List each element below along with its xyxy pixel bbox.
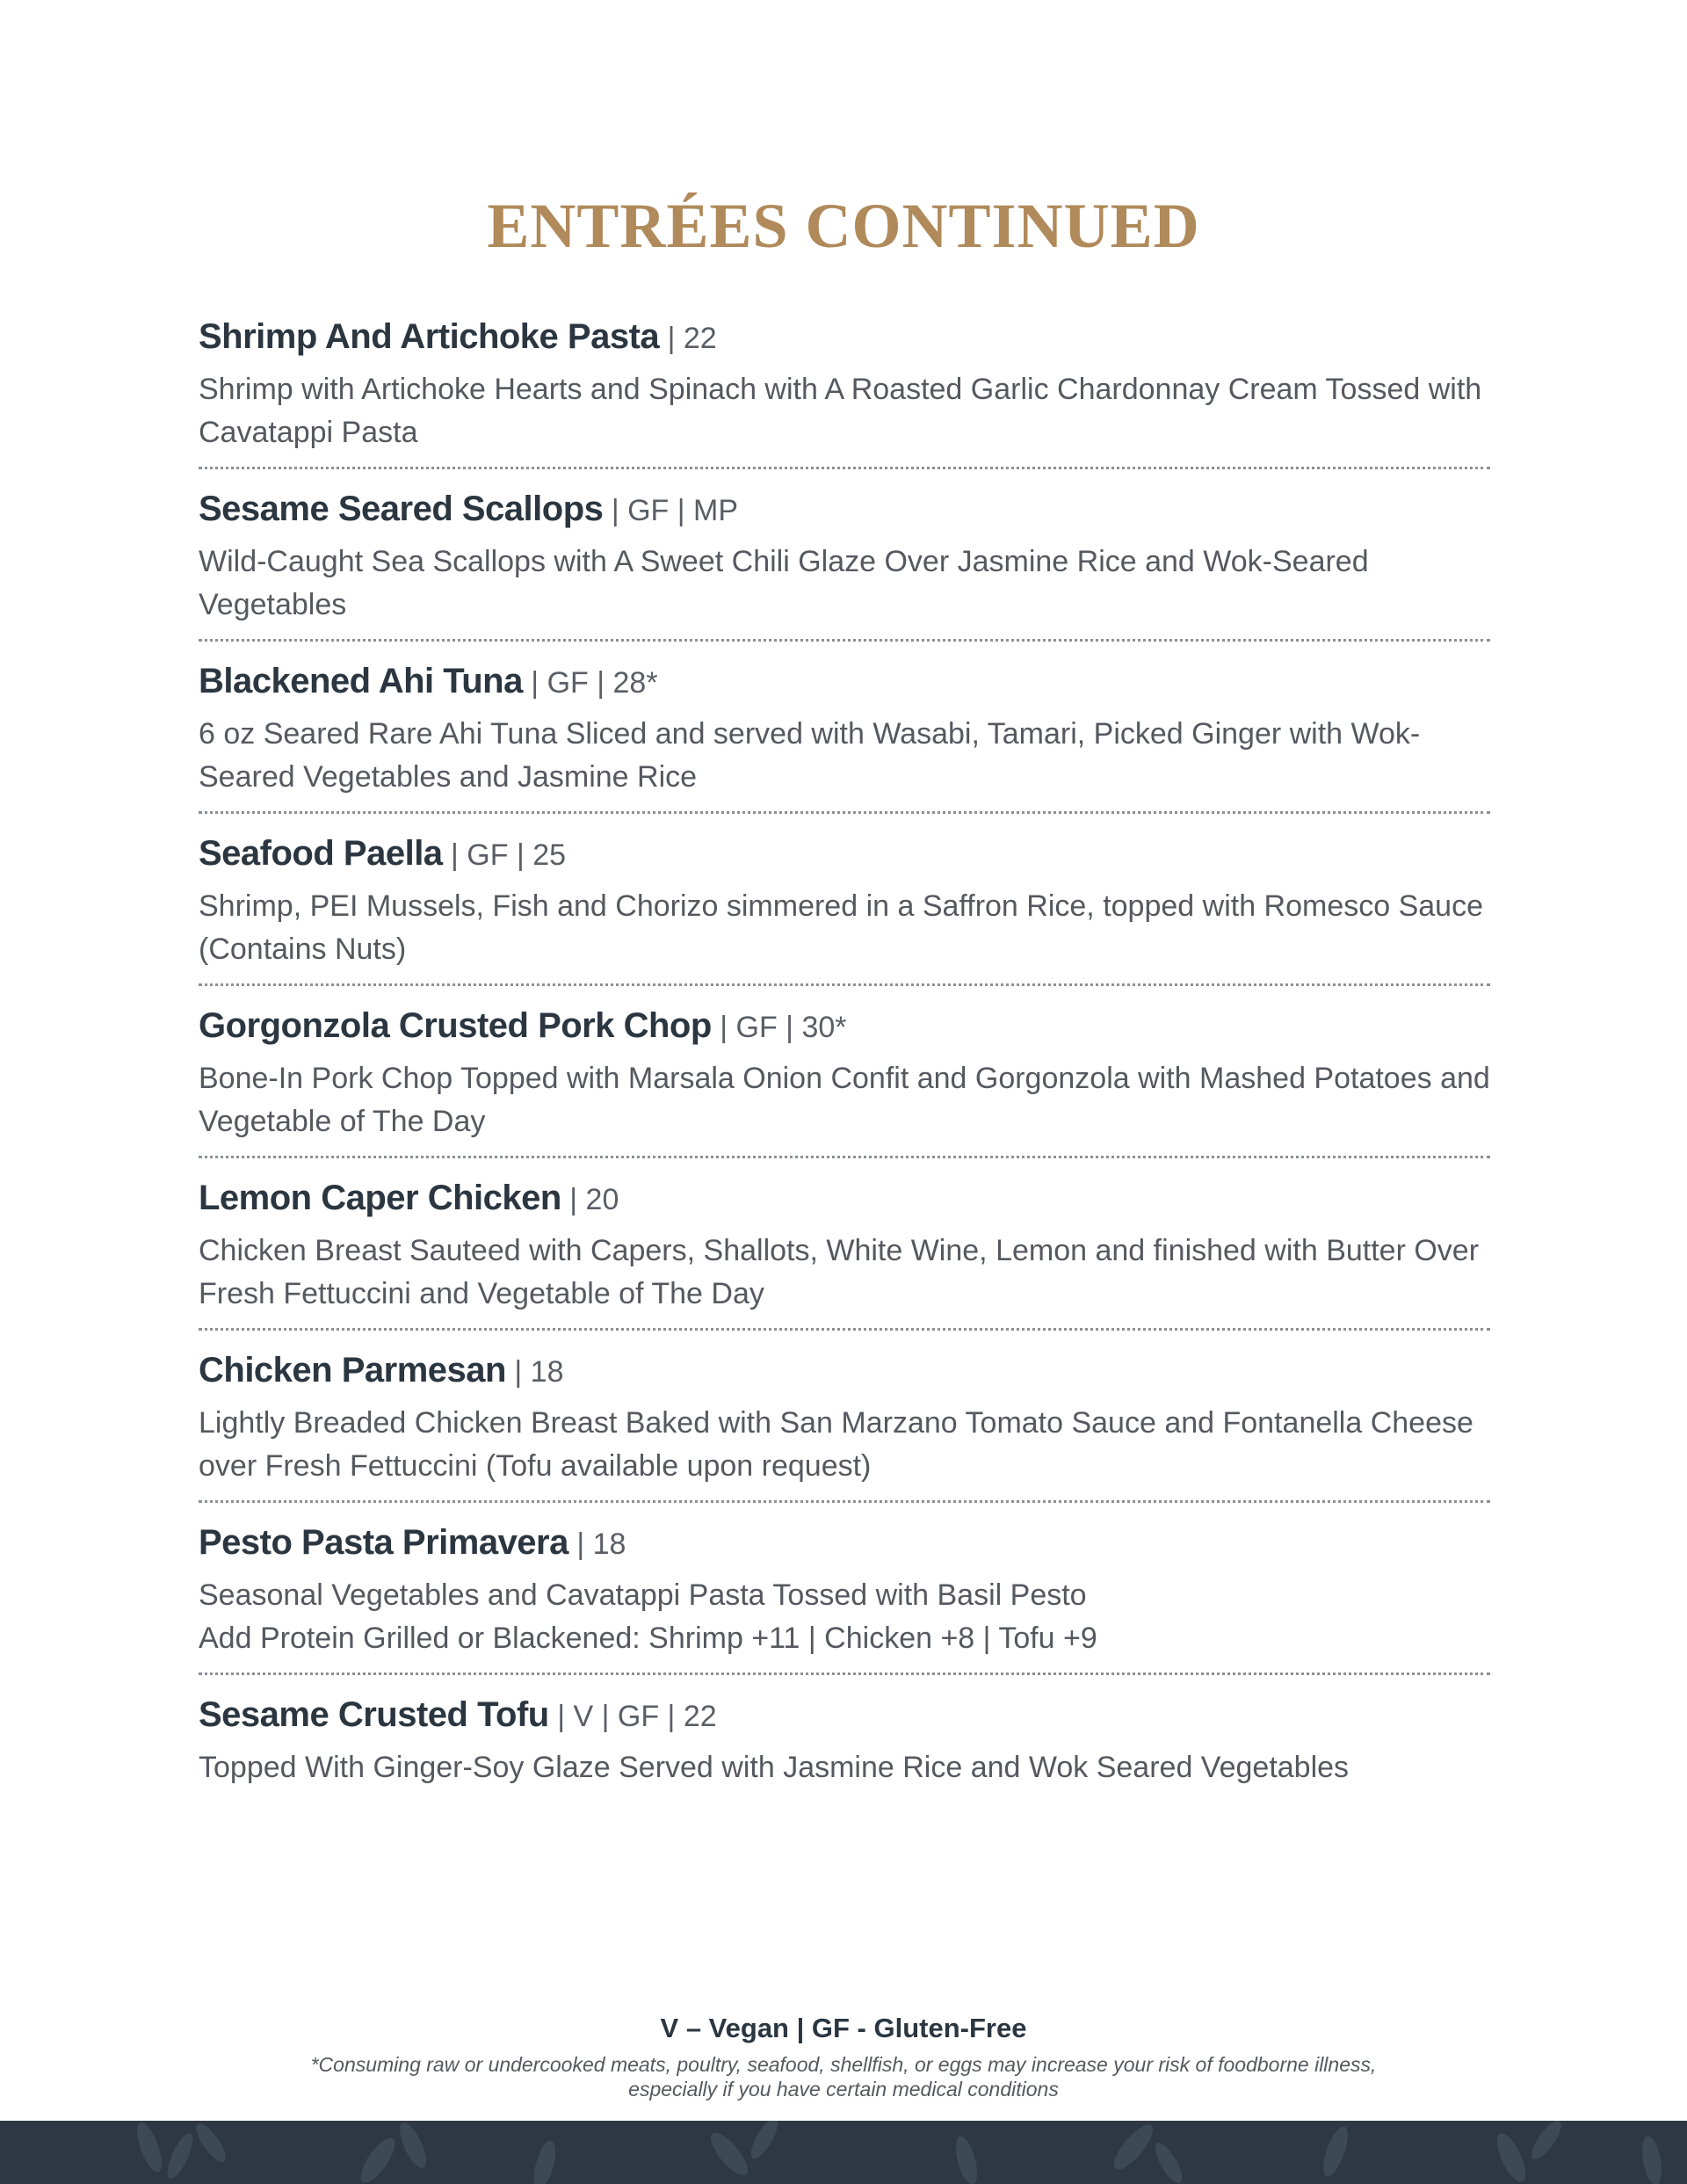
menu-item-header xyxy=(199,830,1490,885)
menu-item-price: | 18 xyxy=(505,1355,564,1389)
menu-item-description: Lightly Breaded Chicken Breast Baked with San Marzano Tomato Sauce and Fontanella Cheese over Fresh Fettuccini (Tofu available upon request) xyxy=(199,1406,1473,1483)
entree-list xyxy=(199,313,1490,1818)
menu-item xyxy=(199,1346,1490,1503)
menu-item-name: Blackened Ahi Tuna xyxy=(199,662,523,700)
menu-item-description: Shrimp, PEI Mussels, Fish and Chorizo simmered in a Saffron Rice, topped with Romesco Sauce (Contains Nuts) xyxy=(199,889,1483,966)
menu-item-description: Wild-Caught Sea Scallops with A Sweet Chili Glaze Over Jasmine Rice and Wok-Seared Vegetables xyxy=(199,545,1369,621)
menu-item-header xyxy=(199,313,1490,368)
menu-item xyxy=(199,313,1490,469)
menu-item-name: Lemon Caper Chicken xyxy=(199,1179,561,1217)
menu-item-price: | 18 xyxy=(568,1527,626,1561)
menu-item-description: Chicken Breast Sauteed with Capers, Shallots, White Wine, Lemon and finished with Butter Over Fresh Fettuccini and Vegetable of The Day xyxy=(199,1234,1480,1310)
menu-item-price: | GF | MP xyxy=(603,494,739,527)
menu-item-price: | GF | 28* xyxy=(522,666,658,700)
menu-item-price: | 22 xyxy=(659,322,717,355)
dietary-legend: V – Vegan | GF - Gluten-Free xyxy=(660,2013,1027,2043)
menu-item-name: Pesto Pasta Primavera xyxy=(199,1523,568,1562)
menu-item xyxy=(199,830,1490,986)
menu-item xyxy=(199,1519,1490,1675)
menu-item-header xyxy=(199,485,1490,541)
menu-item-name: Gorgonzola Crusted Pork Chop xyxy=(199,1006,712,1045)
footer-bar xyxy=(0,2121,1687,2184)
menu-item xyxy=(199,657,1490,814)
menu-item xyxy=(199,1002,1490,1158)
menu-item xyxy=(199,1691,1490,1802)
menu-item-header xyxy=(199,1691,1490,1746)
menu-item-addon: Add Protein Grilled or Blackened: Shrimp +11 | Chicken +8 | Tofu +9 xyxy=(199,1622,1097,1655)
page-title: ENTRÉES CONTINUED xyxy=(487,191,1200,261)
menu-item-name: Shrimp And Artichoke Pasta xyxy=(199,317,660,356)
menu-item-description: Topped With Ginger-Soy Glaze Served with Jasmine Rice and Wok Seared Vegetables xyxy=(199,1751,1350,1784)
menu-item-description: Seasonal Vegetables and Cavatappi Pasta Tossed with Basil Pesto xyxy=(199,1578,1087,1612)
food-safety-disclaimer: *Consuming raw or undercooked meats, poultry, seafood, shellfish, or eggs may increase your risk of foodborne illness, especially if you have certain medical conditions xyxy=(310,2053,1377,2101)
menu-item-description: Shrimp with Artichoke Hearts and Spinach with A Roasted Garlic Chardonnay Cream Tossed with Cavatappi Pasta xyxy=(199,373,1482,449)
menu-item-header xyxy=(199,1346,1490,1402)
menu-item-description: Bone-In Pork Chop Topped with Marsala Onion Confit and Gorgonzola with Mashed Potatoes and Vegetable of The Day xyxy=(199,1062,1490,1138)
menu-item xyxy=(199,485,1490,642)
menu-item-price: | 20 xyxy=(561,1183,619,1216)
menu-item-price: | GF | 30* xyxy=(711,1011,847,1044)
menu-item-name: Chicken Parmesan xyxy=(199,1351,506,1389)
leaf-pattern-icon xyxy=(0,2121,1687,2184)
menu-item-price: | GF | 25 xyxy=(442,838,567,872)
menu-item-description: 6 oz Seared Rare Ahi Tuna Sliced and served with Wasabi, Tamari, Picked Ginger with Wok-Seared Vegetables and Jasmine Rice xyxy=(199,717,1421,794)
menu-item-header xyxy=(199,657,1490,713)
menu-item-price: | V | GF | 22 xyxy=(548,1700,717,1733)
menu-item-header xyxy=(199,1002,1490,1057)
menu-item-name: Sesame Crusted Tofu xyxy=(199,1695,549,1734)
menu-item xyxy=(199,1174,1490,1331)
menu-item-header xyxy=(199,1519,1490,1574)
menu-item-header xyxy=(199,1174,1490,1230)
menu-item-name: Seafood Paella xyxy=(199,834,443,873)
menu-item-name: Sesame Seared Scallops xyxy=(199,490,604,528)
